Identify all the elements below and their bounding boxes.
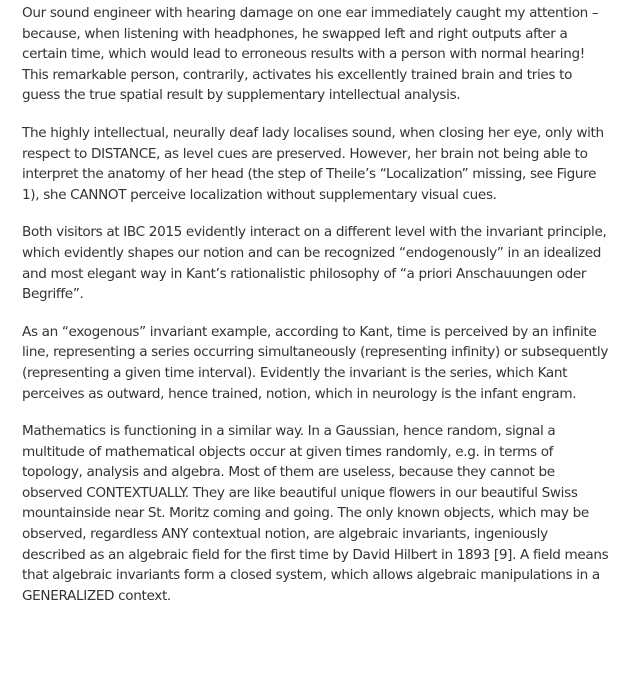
paragraph-ibc-visitors: Both visitors at IBC 2015 evidently interact on a different level with the invariant principle, which evidently shapes our notion and can be recognized “endogenously” in an idealized and most elegant way in Kant’s rationalistic philosophy of “a priori Anschauungen oder Begriffe”. [22, 224, 607, 303]
paragraph-sound-engineer: Our sound engineer with hearing damage on one ear immediately caught my attention – because, when listening with headphones, he swapped left and right outputs after a certain time, which would lead to erroneous results with a person with normal hearing! This remarkable person, contrarily, activates his excellently trained brain and tries to guess the true spatial result by supplementary intellectual analysis. [22, 5, 599, 104]
paragraph-deaf-lady: The highly intellectual, neurally deaf lady localises sound, when closing her eye, only with respect to DISTANCE, as level cues are preserved. However, her brain not being able to interpret the anatomy of her head (the step of Theile’s “Localization” missing, see Figure 1), she CANNOT perceive localization without supplementary visual cues. [22, 124, 604, 203]
paragraph-mathematics: Mathematics is functioning in a similar way. In a Gaussian, hence random, signal a multitude of mathematical objects occur at given times randomly, e.g. in terms of topology, analysis and algebra. Most of them are useless, because they cannot be observed CONTEXTUALLY. They are like beautiful unique flowers in our beautiful Swiss mountainside near St. Moritz coming and going. The only known objects, which may be observed, regardless ANY contextual notion, are algebraic invariants, ingeniously described as an algebraic field for the first time by David Hilbert in 1893 [9]. A field means that algebraic invariants form a closed system, which allows algebraic manipulations in a GENERALIZED context. [22, 423, 609, 604]
paragraph-kant-time: As an “exogenous” invariant example, according to Kant, time is perceived by an infinite line, representing a series occurring simultaneously (representing infinity) or subsequently (representing a given time interval). Evidently the invariant is the series, which Kant perceives as outward, hence trained, notion, which in neurology is the infant engram. [22, 323, 609, 402]
